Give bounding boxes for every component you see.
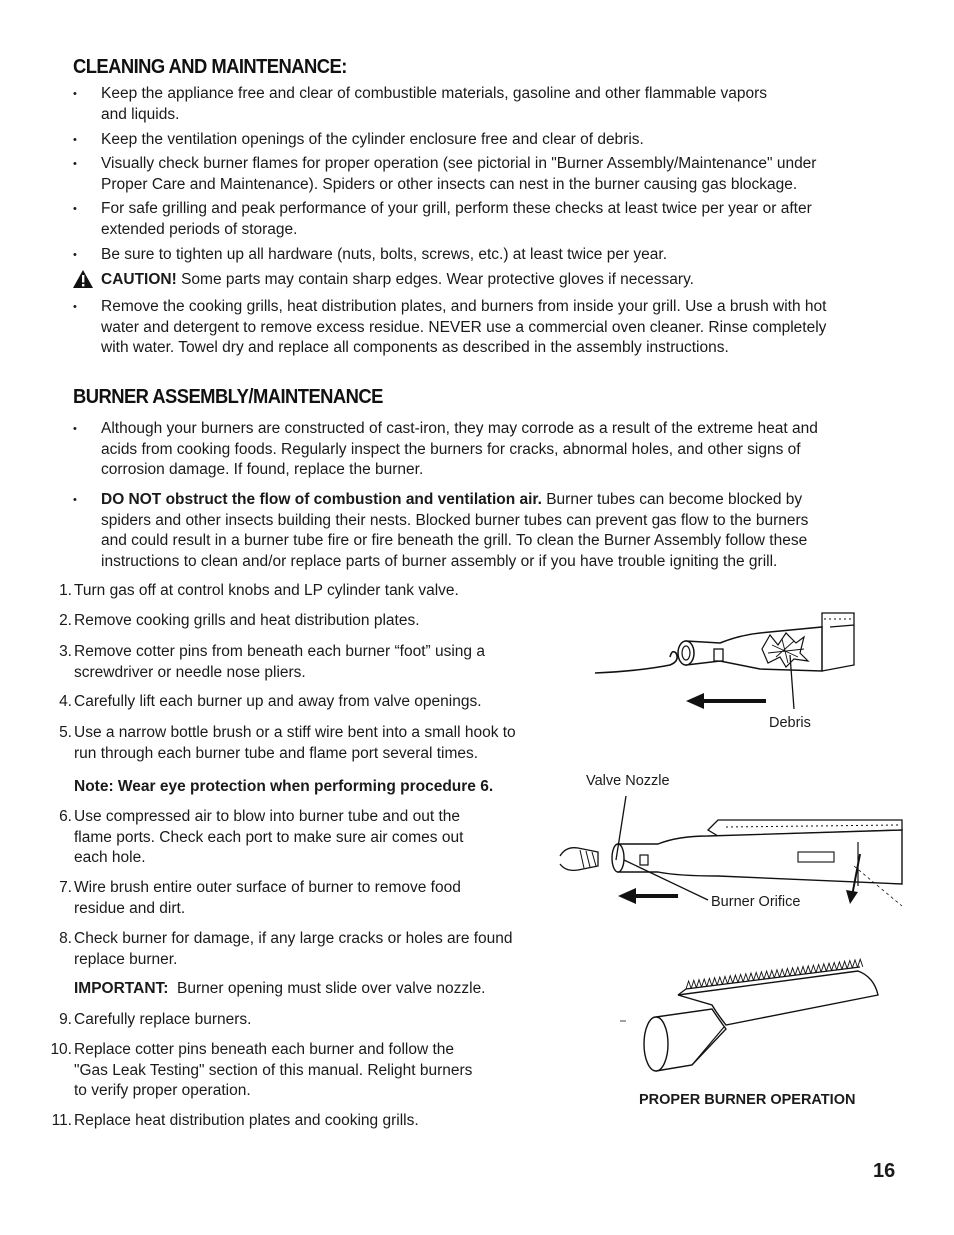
warning-triangle-icon <box>72 269 94 289</box>
debris-label: Debris <box>769 715 811 731</box>
section-title-cleaning: CLEANING AND MAINTENANCE: <box>73 56 347 78</box>
section-title-burner: BURNER ASSEMBLY/MAINTENANCE <box>73 386 383 408</box>
burner-orifice-label: Burner Orifice <box>711 894 801 910</box>
valve-nozzle-label: Valve Nozzle <box>586 773 670 789</box>
burner-debris-illustration <box>590 605 860 715</box>
caution-label: CAUTION! <box>101 271 177 288</box>
page-number: 16 <box>873 1160 896 1182</box>
proper-burner-caption: PROPER BURNER OPERATION <box>639 1092 856 1108</box>
manual-page: CLEANING AND MAINTENANCE: • Keep the appliance free and clear of combustible materials, gasoline and other flammable vapors and liquids. • Keep the ventilation openings of the cylinder enclosure free and clear of debris. • Visually check burner flames for proper operation (see pictorial in "Burner Assembly/Maintenance" under Proper Care and Maintenance). Spiders or other insects can nest in the burner causing gas blockage. • For safe grilling and peak performance of your grill, perform these checks at least twice per year or after extended periods of storage. • Be sure to tighten up all hardware (nuts, bolts, screws, etc.) at least twice per year. CAUTION! Some parts may contain sharp edges. Wear protective gloves if necessary. • Remove the cooking grills, heat distribution plates, and burners from inside your grill. Use a brush with hot water and detergent to remove excess residue. NEVER use a commercial oven cleaner. Rinse completely with water. Towel dry and replace all components as described in the assembly instructions. BURNER ASSEMBLY/MAINTENANCE • Although your burners are constructed of cast-iron, they may corrode as a result of the extreme heat and acids from cooking foods. Regularly inspect the burners for cracks, abnormal holes, and other signs of corrosion damage. If found, replace the burner. • DO NOT obstruct the flow of combustion and ventilation air. Burner tubes can become blocked by spiders and other insects building their nests. Blocked burner tubes can prevent gas flow to the burners and could result in a burner tube fire or fire beneath the grill. To clean the Burner Assembly follow these instructions to clean and/or replace parts of burner assembly or if you have trouble igniting the grill. 1. Turn gas off at control knobs and LP cylinder tank valve. 2. Remove cooking grills and heat distribution plates. 3. Remove cotter pins from beneath each burner “foot” using a screwdriver or needle nose pliers. 4. Carefully lift each burner up and away from valve openings. 5. Use a narrow bottle brush or a stiff wire bent into a small hook to run through each burner tube and flame port several times. Note: Wear eye protection when performing procedure 6. 6. Use compressed air to blow into burner tube and out the flame ports. Check each port to make sure air comes out each hole. 7. Wire brush entire outer surface of burner to remove food residue and dirt. 8. Check burner for damage, if any large cracks or holes are found replace burner. IMPORTANT: Burner opening must slide over valve nozzle. 9. Carefully replace burners. 10. Replace cotter pins beneath each burner and follow the "Gas Leak Testing" section of this manual. Relight burners to verify proper operation. 11. Replace heat distribution plates and cooking grills. Debris Valve Nozzle Burner Orifice PROPER BURNER OPERATION 16 <box>0 0 954 1235</box>
proper-burner-illustration <box>620 965 890 1075</box>
